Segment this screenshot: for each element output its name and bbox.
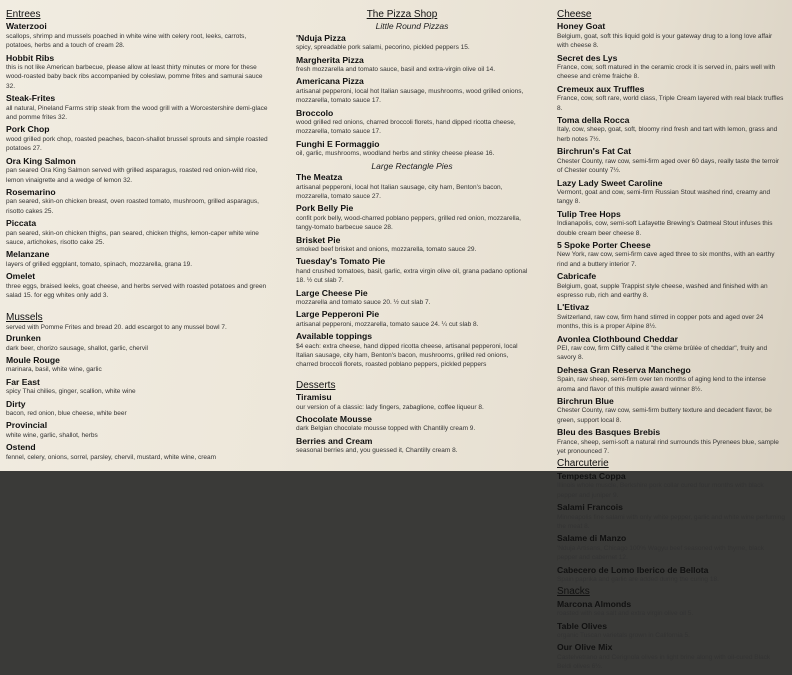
menu-item — [6, 250, 268, 269]
menu-item — [557, 566, 785, 585]
menu-item-name: Tuesday's Tomato Pie — [296, 256, 386, 267]
menu-item-name: Birchrun's Fat Cat — [557, 146, 632, 157]
mussels-list — [6, 334, 268, 462]
menu-item-description: New York, raw cow, semi-firm cave aged three to six months, with an earthy rind and a buttery interior 7. — [557, 251, 775, 268]
menu-item-name: Available toppings — [296, 331, 373, 342]
menu-item — [6, 356, 268, 375]
menu-item-description: fennel, celery, onions, sorrel, parsley, chervil, mustard, white wine, cream — [6, 453, 217, 461]
menu-item — [557, 643, 785, 671]
menu-item — [6, 125, 268, 153]
menu-item-name: Americana Pizza — [296, 76, 364, 87]
menu-item — [6, 54, 268, 92]
menu-item-description: organic Tuscan varietals grown in California 5. — [557, 631, 690, 639]
menu-item — [296, 109, 528, 137]
menu-item-name: 'Nduja Pizza — [296, 32, 346, 43]
menu-item — [296, 393, 528, 412]
menu-item-name: Omelet — [6, 271, 36, 282]
menu-item — [557, 335, 785, 363]
menu-item — [557, 303, 785, 331]
menu-item-description: PEI, raw cow, firm Cliffy called it "the crème brûlée of cheddar", fruity and savory 8. — [557, 345, 768, 362]
menu-item — [296, 34, 528, 53]
menu-item-name: Cremeux aux Truffles — [557, 83, 645, 94]
menu-item — [296, 310, 528, 329]
menu-item-description: spicy, spreadable pork salami, pecorino, pickled peppers 15. — [296, 44, 470, 52]
menu-item — [557, 366, 785, 394]
menu-item-name: Salame di Manzo — [557, 533, 627, 544]
menu-item — [6, 94, 268, 122]
menu-item — [296, 415, 528, 434]
menu-item-name: Steak-Frites — [6, 93, 56, 104]
menu-item-description: oil, garlic, mushrooms, woodland herbs and stinky cheese please 16. — [296, 150, 495, 158]
menu-item-name: Ora King Salmon — [6, 155, 76, 166]
menu-item-name: Drunken — [6, 333, 41, 344]
menu-item — [6, 22, 268, 50]
menu-item-description: Chester County, raw cow, semi-firm buttery texture and decadent flavor, be green, support local 8. — [557, 407, 772, 424]
menu-item-name: Rosemarino — [6, 186, 56, 197]
menu-item-name: Chocolate Mousse — [296, 414, 372, 425]
menu-item-name: Dirty — [6, 398, 26, 409]
menu-item-description: wood grilled pork chop, roasted peaches, bacon-shallot brussel sprouts and simple roasted potatoes 27. — [6, 135, 268, 153]
menu-item-description: Illinois whole muscle, Berkshire pork collar cured four months with black pepper and juniper 9. — [557, 482, 764, 499]
menu-item — [296, 257, 528, 285]
menu-item-name: Pork Belly Pie — [296, 203, 354, 214]
menu-item-name: Margherita Pizza — [296, 54, 364, 65]
menu-item-description: roasted with sea salt and extra virgin olive oil 5. — [557, 610, 694, 618]
menu-item-name: Lazy Lady Sweet Caroline — [557, 177, 663, 188]
snacks-heading: Snacks — [557, 586, 590, 598]
menu-item-name: Birchrun Blue — [557, 396, 614, 407]
menu-item-name: L'Etivaz — [557, 302, 590, 313]
menu-item — [6, 334, 268, 353]
menu-item — [6, 157, 268, 185]
menu-item-description: Belgium, goat, supple Trappist style cheese, washed and finished with an espresso rub, rich and earthy 8. — [557, 282, 768, 299]
menu-item-description: Switzerland, raw cow, firm hand stirred in copper pots and aged over 24 months, this is a proper Alpine 8½. — [557, 313, 764, 331]
menu-item-name: Moule Rouge — [6, 355, 60, 365]
menu-item — [557, 503, 785, 531]
menu-item — [557, 54, 785, 82]
menu-item — [557, 147, 785, 175]
menu-item-description: pan seared, skin-on chicken breast, oven roasted tomato, mushroom, grilled asparagus, risotto cakes 25. — [6, 198, 259, 215]
menu-item-name: Cabecero de Lomo Iberico de Bellota — [557, 564, 709, 575]
menu-item-name: Marcona Almonds — [557, 598, 632, 609]
menu-item-description: layers of grilled eggplant, tomato, spinach, mozzarella, grana 19. — [6, 260, 193, 268]
menu-item-description: pan seared Ora King Salmon served with grilled asparagus, roasted red onion-wild rice, lemon vinaigrette and a wedge of lemon 32. — [6, 167, 258, 184]
menu-item-name: Tiramisu — [296, 392, 332, 403]
menu-item-description: spicy Thai chilies, ginger, scallion, white wine — [6, 388, 136, 396]
menu-item-name: Tempesta Coppa — [557, 470, 626, 481]
menu-item — [296, 56, 528, 75]
snacks-list — [557, 600, 785, 672]
menu-item-description: three eggs, braised leeks, goat cheese, and herbs served with roasted potatoes and green salad 15. for egg whites only add 3. — [6, 282, 267, 299]
menu-item — [6, 188, 268, 216]
menu-item-description: hand crushed tomatoes, basil, garlic, extra virgin olive oil, grana padano optional 18. ½ cut slab 7. — [296, 267, 528, 285]
menu-item-name: Piccata — [6, 218, 37, 229]
menu-item-name: Hobbit Ribs — [6, 52, 55, 63]
menu-item — [557, 85, 785, 113]
menu-item — [557, 472, 785, 500]
menu-item-description: Castelvetrano and Cerignola olives in light brine along with oil-cured Black Beldi olives 6½. — [557, 653, 771, 671]
menu-item-description: artisanal pepperoni, mozzarella, tomato sauce 24. ¼ cut slab 8. — [296, 320, 479, 328]
menu-item-description: marinara, basil, white wine, garlic — [6, 366, 102, 374]
menu-item — [557, 241, 785, 269]
charcuterie-heading: Charcuterie — [557, 458, 609, 470]
menu-item — [6, 219, 268, 247]
menu-item-description: Vermont, goat and cow, semi-firm Russian Stout washed rind, creamy and tangy 8. — [557, 188, 771, 206]
menu-item-name: Salami Francois — [557, 502, 623, 513]
menu-item-description: mozzarella and tomato sauce 20. ½ cut slab 7. — [296, 298, 431, 306]
menu-item — [557, 22, 785, 50]
cheese-charcuterie-column — [557, 8, 785, 675]
menu-item — [557, 397, 785, 425]
menu-item-description: Belgium, goat, soft this liquid gold is your gateway drug to a long love affair with cheese 8. — [557, 32, 773, 50]
menu-item — [6, 400, 268, 419]
mussels-note: served with Pomme Frites and bread 20. add escargot to any mussel bowl 7. — [6, 323, 227, 331]
pizza-shop-heading: The Pizza Shop — [366, 9, 438, 20]
menu-item-name: Ostend — [6, 442, 36, 453]
menu-item-description: scallops, shrimp and mussels poached in white wine with celery root, leeks, carrots, potatoes, herbs and a touch of cream 28. — [6, 32, 247, 50]
mussels-heading: Mussels — [6, 312, 43, 324]
menu-item-description: Indianapolis, cow, semi-soft Lafayette Brewing's Oatmeal Stout infuses this double cream beer cheese 8. — [557, 220, 773, 237]
menu-item — [296, 204, 528, 232]
menu-item-name: Provincial — [6, 420, 48, 431]
menu-item-description: Chester County, raw cow, semi-firm aged over 60 days, really taste the terroir of Chester county 7½. — [557, 157, 780, 175]
menu-item-name: Melanzane — [6, 249, 50, 260]
pizza-desserts-column — [296, 8, 528, 459]
menu-item — [557, 272, 785, 300]
menu-item-description: France, cow, soft matured in the ceramic crock it is served in, pairs well with cheese and crème fraiche 8. — [557, 64, 776, 81]
entrees-mussels-column — [6, 8, 268, 465]
menu-item-name: The Meatza — [296, 172, 343, 183]
menu-item-description: confit pork belly, wood-charred poblano peppers, grilled red onion, mozzarella, tangy-tomato barbecue sauce 28. — [296, 214, 521, 232]
menu-item-description: this is not like American barbecue, please allow at least thirty minutes or more for these wood-roasted baby back ribs accompanied by coleslaw, pomme frites and samurai sauce 32. — [6, 64, 263, 90]
menu-item-name: Large Cheese Pie — [296, 287, 368, 298]
menu-item-description: Italy, cow, sheep, goat, soft, bloomy rind fresh and tart with lemon, grass and herb notes 7½. — [557, 126, 778, 143]
menu-item-name: Tulip Tree Hops — [557, 208, 621, 219]
entrees-heading: Entrees — [6, 9, 41, 20]
menu-item-name: Far East — [6, 376, 40, 387]
menu-item-description: $4 each: extra cheese, hand dipped ricotta cheese, artisanal pepperoni, local Italian sausage, city ham, Benton's bacon, mushrooms, grilled red onions, charred broccoli florets, roasted poblano peppers, pickled peppers — [296, 342, 518, 369]
menu-item-description: dark beer, chorizo sausage, shallot, garlic, chervil — [6, 344, 148, 352]
menu-item-description: dark Belgian chocolate mousse topped with Chantilly cream 9. — [296, 425, 476, 433]
menu-item — [296, 173, 528, 201]
menu-item-name: Cabricafe — [557, 271, 597, 282]
menu-item-description: 'Nduja Artisans, Chicago 100% Wagyu beef seasoned with thyme, black pepper and cabernet 12. — [557, 544, 764, 562]
menu-item-description: France, cow, soft rare, world class, Triple Cream layered with real black truffles 8. — [557, 95, 784, 112]
menu-item-name: Bleu des Basques Brebis — [557, 427, 661, 438]
menu-item — [557, 428, 785, 456]
menu-item — [296, 140, 528, 159]
menu-item-name: Pork Chop — [6, 124, 50, 135]
menu-item-description: wood grilled red onions, charred broccoli florets, hand dipped ricotta cheese, mozzarella, tomato sauce 17. — [296, 119, 516, 136]
menu-item — [296, 236, 528, 255]
menu-item — [296, 289, 528, 308]
menu-item-name: Large Pepperoni Pie — [296, 309, 380, 320]
desserts-heading: Desserts — [296, 379, 336, 391]
menu-item — [296, 332, 528, 370]
menu-item — [557, 116, 785, 144]
menu-item — [6, 421, 268, 440]
menu-item-name: Broccolo — [296, 107, 334, 118]
menu-item-description: fresh mozzarella and tomato sauce, basil and extra-virgin olive oil 14. — [296, 66, 496, 74]
menu-item-name: Dehesa Gran Reserva Manchego — [557, 364, 691, 375]
large-pies-subheading: Large Rectangle Pies — [371, 160, 453, 171]
menu-item-description: Spain paprika and garlic are added during the curing 18. — [557, 575, 719, 583]
menu-item — [6, 443, 268, 462]
menu-item-name: Waterzooi — [6, 21, 47, 32]
menu-item-description: artisanal pepperoni, local hot Italian sausage, mushrooms, wood grilled onions, mozzarella, tomato sauce 17. — [296, 87, 524, 105]
desserts-list — [296, 393, 528, 455]
menu-item-description: artisanal pepperoni, local hot Italian sausage, city ham, Benton's bacon, mozzarella, tomato sauce 27. — [296, 183, 503, 200]
little-pizzas-subheading: Little Round Pizzas — [375, 21, 449, 32]
charcuterie-list — [557, 472, 785, 584]
menu-item-name: Brisket Pie — [296, 234, 341, 245]
menu-item — [296, 437, 528, 456]
large-pies-list — [296, 173, 528, 370]
menu-item-description: seasonal berries and, you guessed it, Chantilly cream 8. — [296, 447, 458, 455]
menu-item-description: pan seared, skin-on chicken thighs, pan seared, chicken thighs, lemon-caper white wine sauce, artichokes, risotto cake 25. — [6, 229, 259, 246]
menu-item-description: white wine, garlic, shallot, herbs — [6, 431, 98, 439]
cheese-list — [557, 22, 785, 456]
menu-item-description: smoked beef brisket and onions, mozzarella, tomato sauce 29. — [296, 245, 477, 253]
menu-item-description: all natural, Pineland Farms strip steak from the wood grill with a Worcestershire demi-glace and pomme frites 32. — [6, 104, 268, 122]
entrees-list — [6, 22, 268, 300]
menu-item — [557, 534, 785, 562]
menu-item-name: 5 Spoke Porter Cheese — [557, 239, 651, 250]
menu-item-name: Funghi E Formaggio — [296, 138, 380, 149]
menu-item-name: Honey Goat — [557, 21, 606, 32]
menu-item-description: Spain, raw sheep, semi-firm over ten months of aging lend to the intense aroma and flavor of this multiple award winner 8½. — [557, 376, 766, 393]
menu-item — [557, 622, 785, 641]
cheese-heading: Cheese — [557, 9, 592, 20]
menu-item-name: Berries and Cream — [296, 435, 373, 446]
menu-item — [557, 600, 785, 619]
menu-item-description: bacon, red onion, blue cheese, white beer — [6, 410, 127, 418]
menu-item-name: Toma della Rocca — [557, 115, 630, 126]
menu-item-description: France, sheep, semi-soft a natural rind surrounds this Pyrenees blue, sample yet pronounced 7. — [557, 438, 779, 456]
menu-item — [557, 210, 785, 238]
menu-item — [6, 272, 268, 300]
menu-item-name: Our Olive Mix — [557, 642, 613, 653]
menu-item-name: Table Olives — [557, 620, 607, 631]
menu-item — [557, 179, 785, 207]
menu-item-name: Secret des Lys — [557, 52, 618, 63]
menu-item-name: Avonlea Clothbound Cheddar — [557, 333, 678, 344]
little-pizzas-list — [296, 34, 528, 159]
menu-item-description: our version of a classic: lady fingers, zabaglione, coffee liqueur 8. — [296, 403, 484, 411]
menu-item-description: Minneapolis fine salami with only white pepper, garlic and white wine perfuming the meat 8. — [557, 513, 785, 530]
menu-item — [296, 77, 528, 105]
menu-item — [6, 378, 268, 397]
